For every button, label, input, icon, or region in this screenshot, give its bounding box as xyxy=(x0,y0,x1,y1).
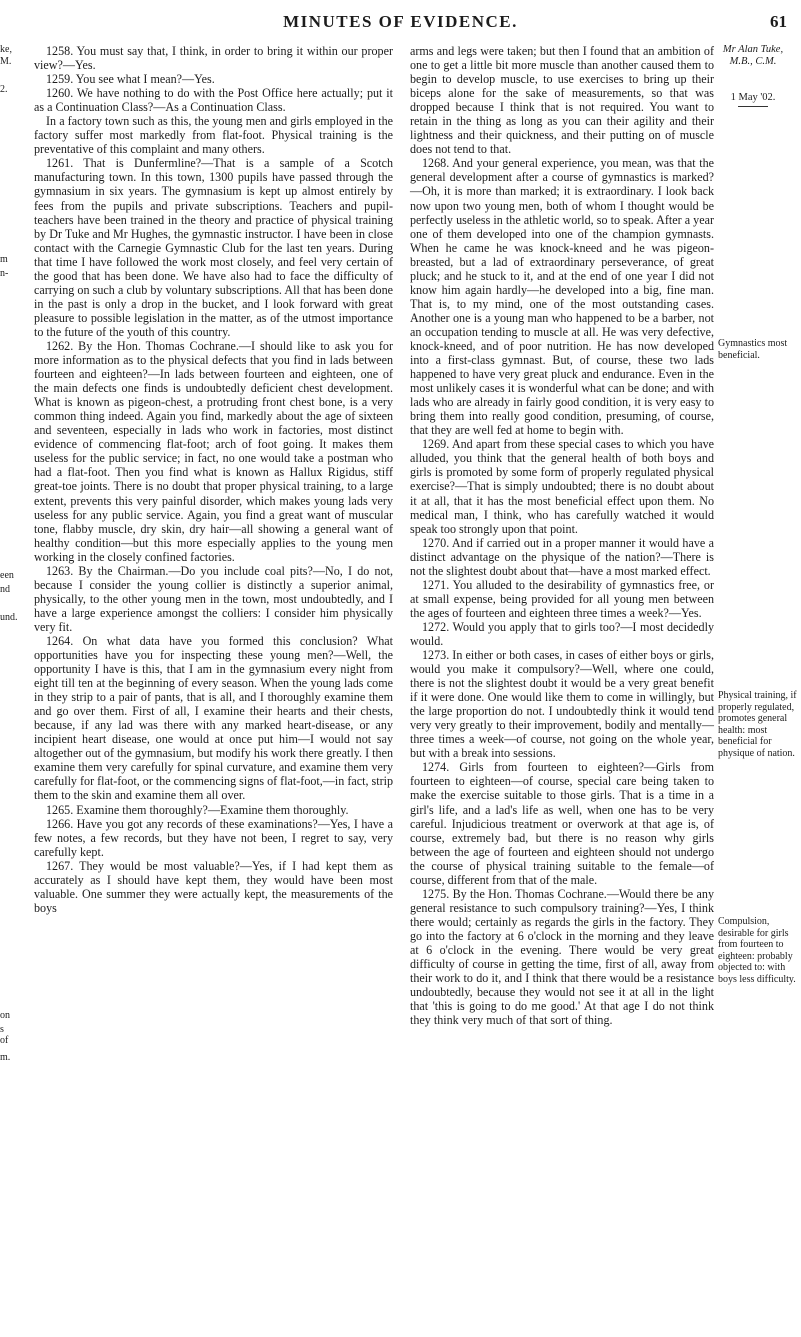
page-title: MINUTES OF EVIDENCE. xyxy=(283,12,518,31)
paragraph-1271: 1271. You alluded to the desirability of gymnastics free, or at small expense, being provided for all young men between the ages of fourteen and eighteen three times a week?—Yes. xyxy=(410,577,714,620)
margin-fragment: on xyxy=(0,1010,10,1021)
paragraph-1264: 1264. On what data have you formed this conclusion? What opportunities have you for inspecting these young men?—Well, the opportunity I have is this, that I am in the gymnasium every night from eight till ten at the beginning of every season. When the young lads come in they strip to a pair of pants, that is all, and I thoroughly examine them and go over them. First of all, I examine their hearts and their chests, because, if any lad was there with any marked heart-disease, or any incipient heart disease, one would at once put him—I would not say altogether out of the gymnasium, but modify his work there greatly. I then examine them very carefully for spinal curvature, and examine them very carefully for flat-foot, or the commencing signs of flat-foot,—in fact, strip them to the skin and examine them all over. xyxy=(34,633,394,803)
page-number: 61 xyxy=(770,12,787,31)
paragraph-1259: 1259. You see what I mean?—Yes. xyxy=(46,72,215,87)
paragraph-1270: 1270. And if carried out in a proper manner it would have a distinct advantage on the physique of the nation?—There is not the slightest doubt about that—have a most marked effect. xyxy=(410,535,714,578)
paragraph-continuation: In a factory town such as this, the young men and girls employed in the factory suffer most markedly from flat-foot. Physical training is the preventative of this complaint and many others. xyxy=(34,114,393,157)
paragraph-1262: 1262. By the Hon. Thomas Cochrane.—I should like to ask you for more information as to the physical defects that you find in lads between fourteen and eighteen?—In lads between fourteen and eighteen, one of the main defects one finds is undoubtedly deficient chest development. What is known as pigeon-chest, a protruding front chest bone, is a very common thing indeed. Again you find, markedly about the age of sixteen and seventeen, especially in lads who work in factories, most distinct evidence of commencing flat-foot; arch of foot going. It makes them useless for the public service; in fact, no one would take a postman who had a flat-foot. Then you find what is known as Hallux Rigidus, stiff great-toe joints. There is no doubt that proper physical training, to a large extent, prevents this very painful disorder, which makes young lads very useless for any public service. Again, you find a great want of muscular tone, flabby muscle, dry skin, dry hair—all showing a general want of healthy condition—but this more especially applies to the young men working in the closely confined factories. xyxy=(34,338,393,564)
margin-note-physical-training: Physical training, if properly regulated, promotes general health: most beneficial for physique of nation. xyxy=(718,690,797,759)
paragraph-1269: 1269. And apart from these special cases to which you have alluded, you think that the general health of both boys and girls is promoted by some form of properly regulated physical exercise?—That is simply undoubted; there is no doubt about it at all, that it has the most beneficial effect upon them. No medical man, I think, who has carefully watched it would speak too strongly upon that point. xyxy=(410,437,714,536)
paragraph-1261: 1261. That is Dunfermline?—That is a sample of a Scotch manufacturing town. In this town, 1300 pupils have passed through the gymnasium in six years. The gymnasium is kept up almost entirely by fees from the pupils and private subscriptions. Teachers and pupil-teachers have been trained in the theory and practice of physical training by Dr Tuke and Mr Hughes, the gymnastic instructor. I have been in close contact with the Carnegie Gymnastic Club for the last ten years. During that time I have followed the work most closely, and feel very certain of the good that has been done. We have also had to face the difficulty of carrying on such a club by voluntary subscriptions. All that has been done in the past is only a drop in the bucket, and I look forward with great pleasure to possible legislation in the matter, as of the utmost importance to the future of the youth of this country. xyxy=(34,156,393,339)
margin-fragment: M. xyxy=(0,56,12,67)
paragraph-1263: 1263. By the Chairman.—Do you include coal pits?—No, I do not, because I consider the young collier is distinctly a superior animal, physically, to the other young men in the town, most undoubtedly, and I have a large experience amongst the colliers: I consider him physically very fit. xyxy=(34,563,393,634)
date-rule xyxy=(738,106,768,107)
margin-fragment: s of xyxy=(0,1024,9,1046)
margin-fragment: ke, xyxy=(0,44,12,55)
evidence-date xyxy=(718,92,788,107)
paragraph-1275: 1275. By the Hon. Thomas Cochrane.—Would there be any general resistance to such compulsory training?—Yes, I think there would; certainly as regards the girls in the factory. They go into the factory at 6 o'clock in the morning and they leave at 6 o'clock in the evening. There would be very great difficulty of course in getting the time, first of all, away from their work to do it, and I think that there would be a resistance undoubtedly, because they would not see it at all in the light that 'this is going to do me good.' At that age I do not think they think very much of that sort of thing. xyxy=(410,886,714,1028)
paragraph-1272: 1272. Would you apply that to girls too?—I most decidedly would. xyxy=(410,619,714,648)
margin-fragment: nd xyxy=(0,584,10,595)
paragraph-1273: 1273. In either or both cases, in cases of either boys or girls, would you make it compulsory?—Well, where one could, there is not the slightest doubt it would be a very great benefit if it were done. One would like them to come in willingly, but the large proportion do not. I undoubtedly think it would tend very very greatly to their improvement, bodily and mentally—three times a week—of course, not going on the whole year, but with a break into sessions. xyxy=(410,648,714,761)
paragraph-1268: 1268. And your general experience, you mean, was that the general development after a course of gymnastics is marked?—Oh, it is more than marked; it is extraordinary. I look back now upon two young men, both of whom I thought would be perfectly useless in the athletic world, so to speak. After a year one of them developed into one of the champion gymnasts. When he came he was knock-kneed and he was pigeon-breasted, but a lad of extraordinary perseverance, of great pluck; and he stuck to it, and at the end of one year I did not know him again hardly—he developed into a big, fine man. That is, to my mind, one of the most outstanding cases. Another one is a young man who happened to be a barber, not an occupation tending to muscle at all. He was very defective, knock-kneed, and of poor nutrition. He has now developed into a first-class gymnast. But, of course, these two lads happened to have very great pluck and endurance. Even in the most unlikely cases it is wonderful what can be done; and with lads who are already in fairly good condition, it is very easy to bring them into really good condition, presuming, of course, that they are well fed at home to begin with. xyxy=(410,156,714,438)
margin-fragment: m. xyxy=(0,1052,11,1063)
page-header xyxy=(0,6,801,40)
paragraph-1265: 1265. Examine them thoroughly?—Examine them thoroughly. xyxy=(46,802,349,817)
paragraph-1258: 1258. You must say that, I think, in order to bring it within our proper view?—Yes. xyxy=(34,44,393,73)
margin-fragment: m xyxy=(0,254,8,265)
paragraph-1260: 1260. We have nothing to do with the Post Office here actually; put it as a Continuation Class?—As a Continuation Class. xyxy=(34,86,393,115)
margin-fragment: 2. xyxy=(0,84,8,95)
margin-fragment: een xyxy=(0,570,14,581)
margin-note-compulsion: Compulsion, desirable for girls from fourteen to eighteen: probably objected to: with boys less difficulty. xyxy=(718,916,796,985)
left-margin-fragments xyxy=(0,0,18,1337)
right-column xyxy=(410,44,714,1027)
paragraph-continued: arms and legs were taken; but then I found that an ambition of one to get a little bit more muscle than another caused them to begin to develop muscle, to use exercises to bring up their biceps alone for the sake of measurements, so that was dropped because I think that is not required. You want to retain in the thing as long as you can their agility and their lightness and their quickness, and their putting on of muscle does not tend to that. xyxy=(410,44,714,157)
margin-fragment: und. xyxy=(0,612,18,623)
paragraph-1267: 1267. They would be most valuable?—Yes, if I had kept them as accurately as I should have kept them, they would have been most valuable. One summer they were actually kept, the measurements of the boys xyxy=(34,858,393,915)
paragraph-1274: 1274. Girls from fourteen to eighteen?—Girls from fourteen to eighteen—of course, special care being taken to make the exercise suitable to those girls. That is a time in a girl's life, and a lad's life as well, when one has to be very careful. Injudicious treatment or overwork at that age is, of course, extremely bad, but there is no reason why girls between the age of fourteen and eighteen should not undergo the course of physical training suitable to the female—of course, different from that of the male. xyxy=(410,760,714,887)
paragraph-1266: 1266. Have you got any records of these examinations?—Yes, I have a few notes, a few records, but they have not been, I regret to say, very carefully kept. xyxy=(34,816,393,859)
witness-name: Mr Alan Tuke, M.B., C.M. xyxy=(722,44,784,67)
margin-note-gymnastics: Gymnastics most beneficial. xyxy=(718,338,788,361)
left-column xyxy=(34,44,393,915)
evidence-date-text: 1 May '02. xyxy=(730,92,776,103)
margin-fragment: n- xyxy=(0,268,9,279)
